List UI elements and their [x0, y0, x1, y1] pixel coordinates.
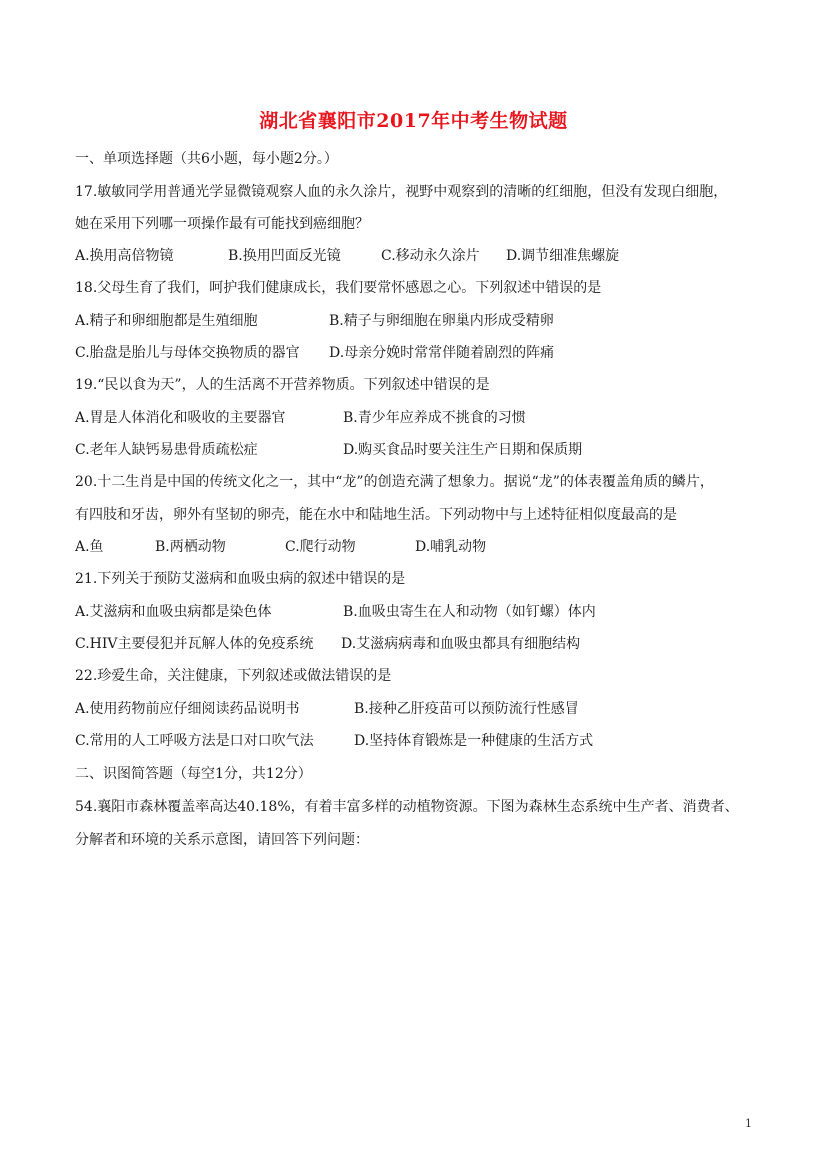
q17-option-b: B.换用凹面反光镜 [228, 248, 341, 264]
q21-stem: 21.下列关于预防艾滋病和血吸虫病的叙述中错误的是 [75, 571, 406, 587]
q18-option-a: A.精子和卵细胞都是生殖细胞 [75, 313, 258, 329]
q22-option-c: C.常用的人工呼吸方法是口对口吹气法 [75, 733, 314, 749]
q54-stem-line1: 54.襄阳市森林覆盖率高达40.18%，有着丰富多样的动植物资源。下图为森林生态系统中生产者、消费者、 [75, 799, 739, 815]
q18-stem: 18.父母生育了我们，呵护我们健康成长，我们要常怀感恩之心。下列叙述中错误的是 [75, 280, 602, 296]
q17-stem-line1: 17.敏敏同学用普通光学显微镜观察人血的永久涂片，视野中观察到的清晰的红细胞，但没有发现白细胞， [75, 184, 728, 200]
q20-option-b: B.两栖动物 [155, 539, 226, 555]
q17-stem-line2: 她在采用下列哪一项操作最有可能找到癌细胞？ [75, 216, 369, 232]
q20-option-c: C.爬行动物 [285, 539, 356, 555]
q18-option-d: D.母亲分娩时常常伴随着剧烈的阵痛 [329, 345, 555, 361]
q17-option-d: D.调节细准焦螺旋 [506, 248, 620, 264]
q19-option-b: B.青少年应养成不挑食的习惯 [343, 410, 526, 426]
q17-option-a: A.换用高倍物镜 [75, 248, 174, 264]
q22-option-d: D.坚持体育锻炼是一种健康的生活方式 [354, 733, 594, 749]
q20-option-d: D.哺乳动物 [415, 539, 487, 555]
q19-stem: 19.“民以食为天”，人的生活离不开营养物质。下列叙述中错误的是 [75, 377, 490, 393]
q21-option-a: A.艾滋病和血吸虫病都是染色体 [75, 604, 272, 620]
q22-option-b: B.接种乙肝疫苗可以预防流行性感冒 [354, 701, 579, 717]
q19-option-d: D.购买食品时要关注生产日期和保质期 [343, 442, 583, 458]
q18-option-b: B.精子与卵细胞在卵巢内形成受精卵 [329, 313, 554, 329]
q22-option-a: A.使用药物前应仔细阅读药品说明书 [75, 701, 300, 717]
q17-option-c: C.移动永久涂片 [381, 248, 480, 264]
q19-option-a: A.胃是人体消化和吸收的主要器官 [75, 410, 286, 426]
q20-stem-line2: 有四肢和牙齿，卵外有坚韧的卵壳，能在水中和陆地生活。下列动物中与上述特征相似度最高的是 [75, 507, 677, 523]
q54-stem-line2: 分解者和环境的关系示意图，请回答下列问题： [75, 832, 369, 848]
q20-stem-line1: 20.十二生肖是中国的传统文化之一，其中“龙”的创造充满了想象力。据说“龙”的体表覆盖角质的鳞片， [75, 474, 714, 490]
q21-option-b: B.血吸虫寄生在人和动物（如钉螺）体内 [343, 604, 596, 620]
document-title: 湖北省襄阳市2017年中考生物试题 [259, 110, 568, 132]
section1-heading: 一、单项选择题（共6小题，每小题2分。） [75, 151, 338, 167]
q19-option-c: C.老年人缺钙易患骨质疏松症 [75, 442, 258, 458]
q21-option-d: D.艾滋病病毒和血吸虫都具有细胞结构 [341, 636, 581, 652]
q21-option-c: C.HIV主要侵犯并瓦解人体的免疫系统 [75, 636, 314, 652]
q22-stem: 22.珍爱生命，关注健康，下列叙述或做法错误的是 [75, 668, 392, 684]
q18-option-c: C.胎盘是胎儿与母体交换物质的器官 [75, 345, 300, 361]
section2-heading: 二、识图简答题（每空1分，共12分） [75, 766, 312, 782]
page-number: 1 [745, 1117, 752, 1130]
q20-option-a: A.鱼 [75, 539, 104, 555]
